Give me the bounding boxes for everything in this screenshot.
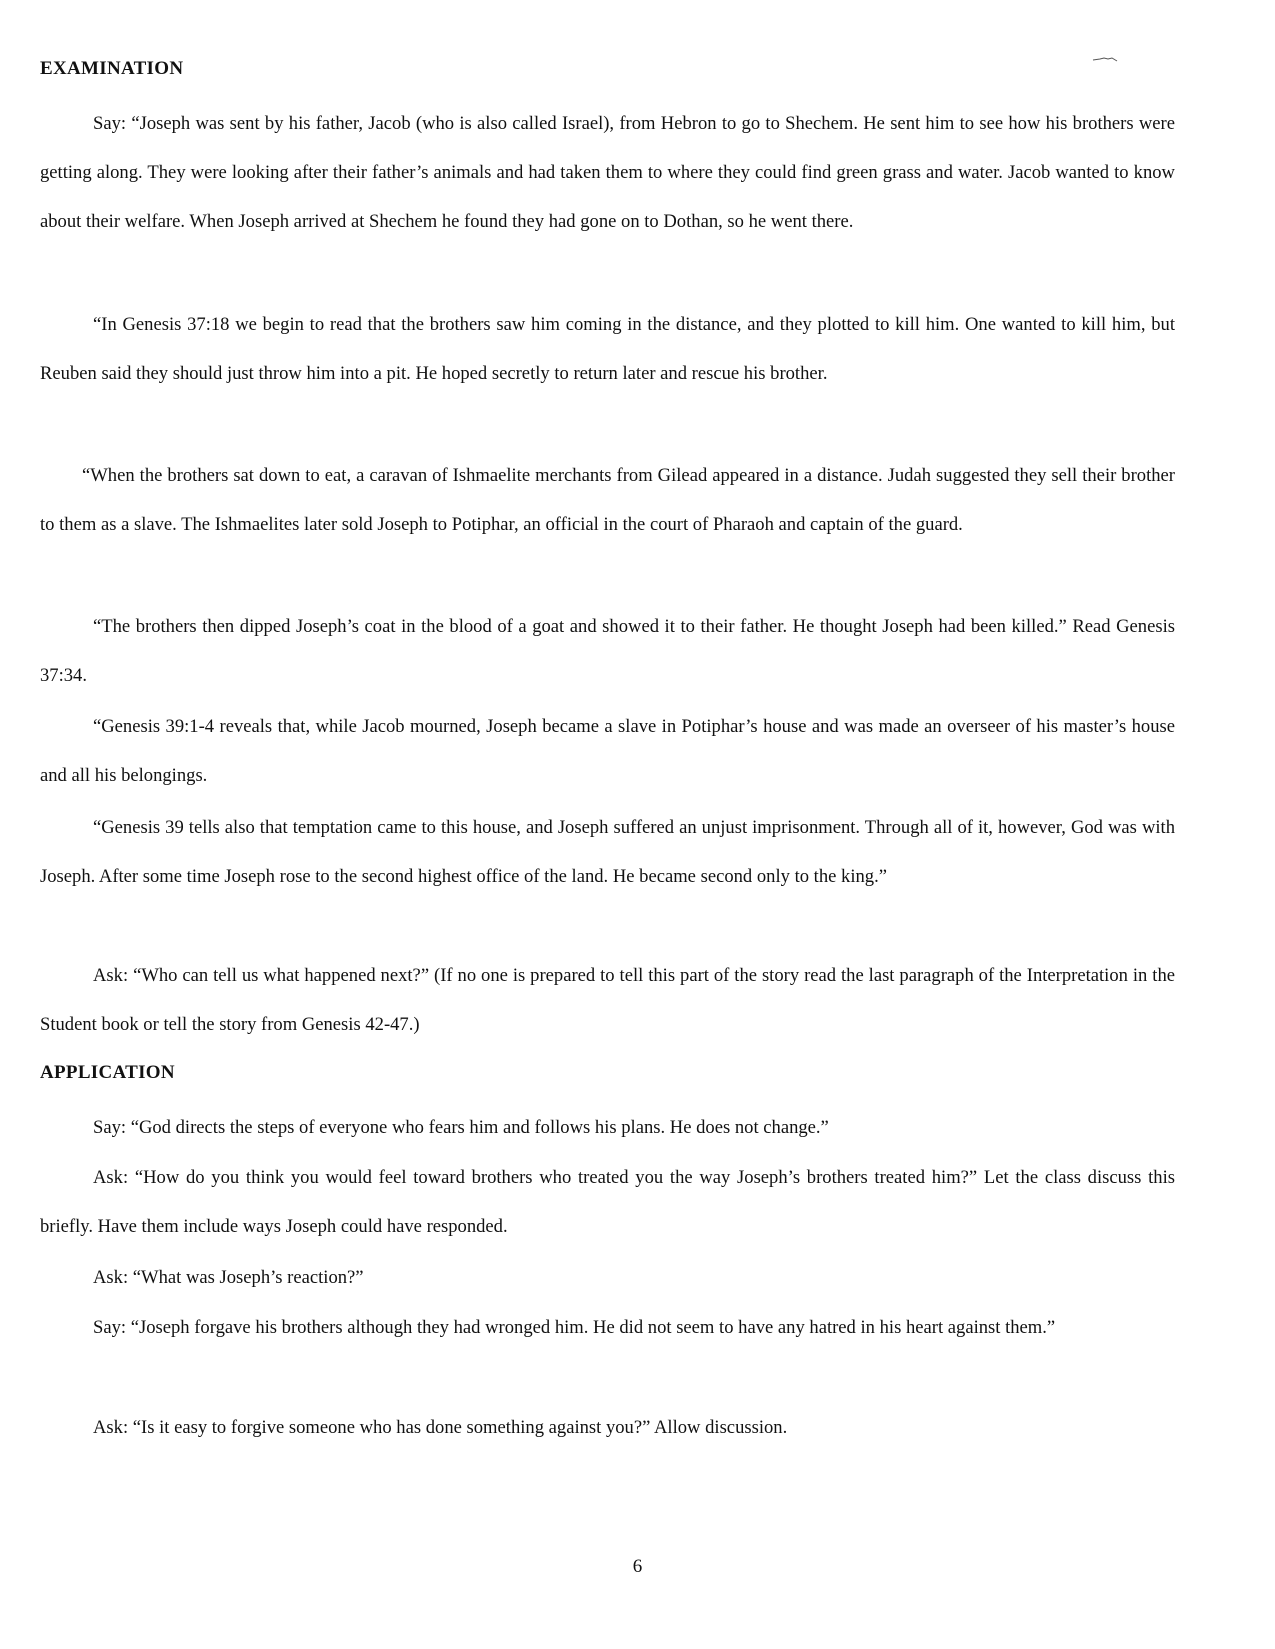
section-heading-application: APPLICATION bbox=[40, 1062, 175, 1083]
paragraph-joseph-sent: Say: “Joseph was sent by his father, Jacob (who is also called Israel), from Hebron to go to Shechem. He sent him to see how his brothers were getting along. They were looking after their father’s animals and had taken them to where they could find green grass and water. Jacob wanted to know about their welfare. When Joseph arrived at Shechem he found they had gone on to Dothan, so he went there. bbox=[40, 113, 1175, 232]
paragraph-what-happened-next: Ask: “Who can tell us what happened next?” (If no one is prepared to tell this part of the story read the last paragraph of the Interpretation in the Student book or tell the story from Genesis 42-47.) bbox=[40, 965, 1175, 1035]
paragraph-easy-to-forgive: Ask: “Is it easy to forgive someone who has done something against you?” Allow discussion. bbox=[93, 1417, 788, 1438]
paragraph-god-directs-steps: Say: “God directs the steps of everyone who fears him and follows his plans. He does not change.” bbox=[93, 1117, 829, 1138]
paragraph-brothers-plot: “In Genesis 37:18 we begin to read that the brothers saw him coming in the distance, and they plotted to kill him. One wanted to kill him, but Reuben said they should just throw him into a pit. He hoped secretly to return later and rescue his brother. bbox=[40, 314, 1175, 384]
paragraph-potiphar-house: “Genesis 39:1-4 reveals that, while Jacob mourned, Joseph became a slave in Potiphar’s house and was made an overseer of his master’s house and all his belongings. bbox=[40, 716, 1175, 786]
scan-speck-mark bbox=[1092, 56, 1118, 62]
paragraph-coat-in-blood: “The brothers then dipped Joseph’s coat in the blood of a goat and showed it to their father. He thought Joseph had been killed.” Read Genesis 37:34. bbox=[40, 616, 1175, 686]
paragraph-joseph-reaction: Ask: “What was Joseph’s reaction?” bbox=[93, 1267, 364, 1288]
paragraph-temptation-imprisonment: “Genesis 39 tells also that temptation came to this house, and Joseph suffered an unjust imprisonment. Through all of it, however, God was with Joseph. After some time Joseph rose to the second highest office of the land. He became second only to the king.” bbox=[40, 817, 1175, 887]
paragraph-feel-toward-brothers: Ask: “How do you think you would feel toward brothers who treated you the way Joseph’s brothers treated him?” Let the class discuss this briefly. Have them include ways Joseph could have responded. bbox=[40, 1167, 1175, 1237]
page-number: 6 bbox=[632, 1556, 643, 1577]
paragraph-joseph-forgave: Say: “Joseph forgave his brothers although they had wronged him. He did not seem to have any hatred in his heart against them.” bbox=[93, 1317, 1056, 1338]
paragraph-ishmaelite-caravan: “When the brothers sat down to eat, a caravan of Ishmaelite merchants from Gilead appeared in a distance. Judah suggested they sell their brother to them as a slave. The Ishmaelites later sold Joseph to Potiphar, an official in the court of Pharaoh and captain of the guard. bbox=[40, 465, 1175, 535]
section-heading-examination: EXAMINATION bbox=[40, 58, 184, 79]
